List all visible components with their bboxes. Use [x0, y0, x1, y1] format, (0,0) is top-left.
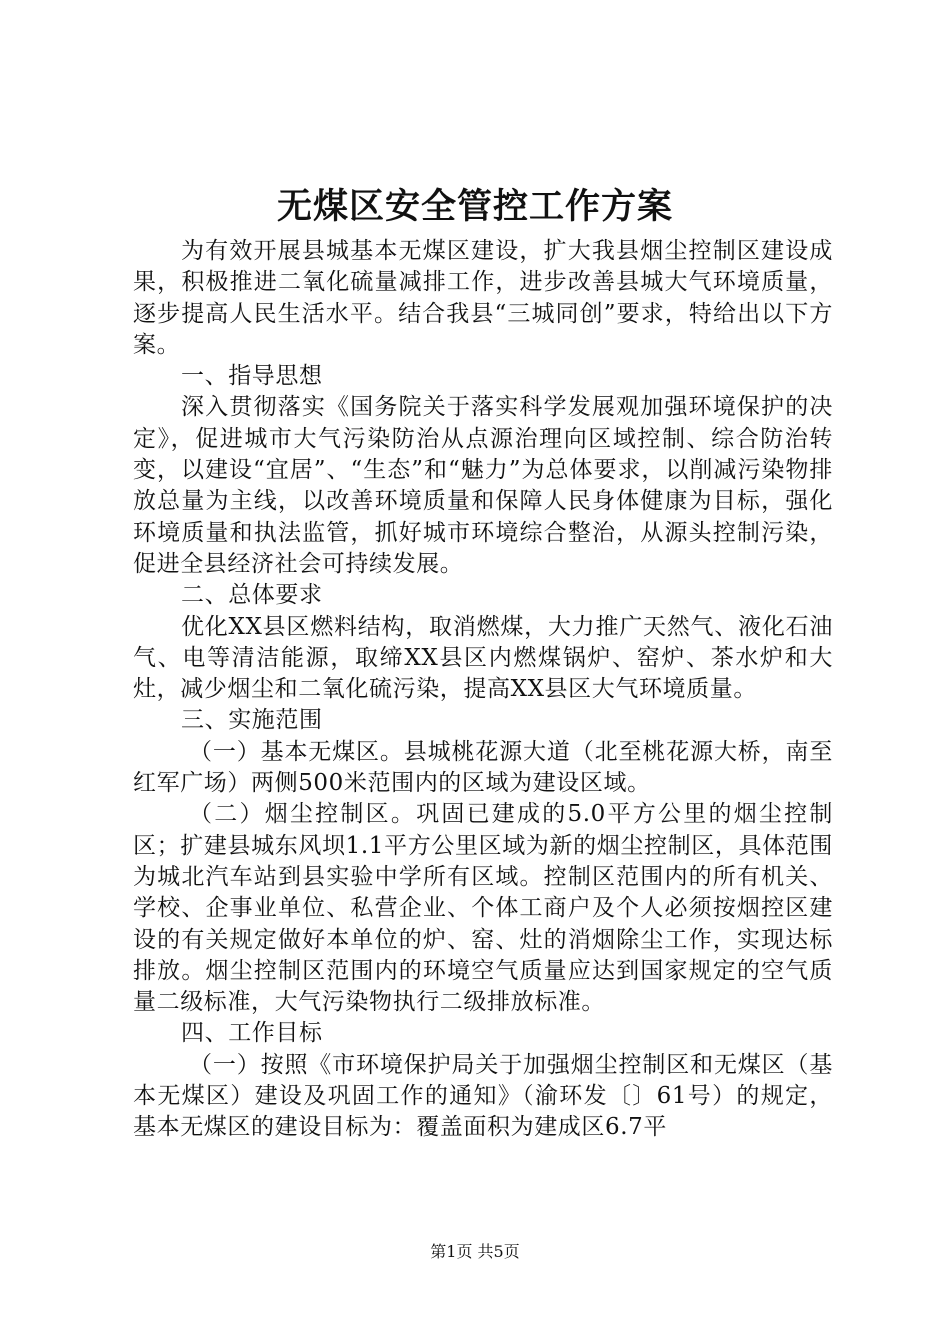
- document-body: [133, 236, 833, 1144]
- heading-guiding-ideology: 一、指导思想: [181, 363, 323, 390]
- document-title: 无煤区安全管控工作方案: [276, 186, 673, 227]
- page-footer: 第1页 共5页: [430, 1242, 520, 1261]
- heading-implementation-scope: 三、实施范围: [181, 707, 323, 734]
- paragraph-intro: 为有效开展县城基本无煤区建设，扩大我县烟尘控制区建设成果，积极推进二氧化硫量减排工作，进步改善县城大气环境质量，逐步提高人民生活水平。结合我县“三城同创”要求，特给出以下方案。: [133, 238, 833, 358]
- paragraph-work-goals: （一）按照《市环境保护局关于加强烟尘控制区和无煤区（基本无煤区）建设及巩固工作的通知》（渝环发〔〕61号）的规定，基本无煤区的建设目标为：覆盖面积为建成区6.7平: [133, 1051, 833, 1141]
- heading-work-goals: 四、工作目标: [181, 1020, 323, 1047]
- paragraph-coal-free-zone: （一）基本无煤区。县城桃花源大道（北至桃花源大桥，南至红军广场）两侧500米范围内的区域为建设区域。: [133, 738, 833, 797]
- paragraph-smoke-control-zone: （二）烟尘控制区。巩固已建成的5.0平方公里的烟尘控制区；扩建县城东风坝1.1平方公里区域为新的烟尘控制区，具体范围为城北汽车站到县实验中学所有区域。控制区范围内的所有机关、学校、企事业单位、私营企业、个体工商户及个人必须按烟控区建设的有关规定做好本单位的炉、窑、灶的消烟除尘工作，实现达标排放。烟尘控制区范围内的环境空气质量应达到国家规定的空气质量二级标准，大气污染物执行二级排放标准。: [133, 801, 833, 1016]
- paragraph-guiding-ideology: 深入贯彻落实《国务院关于落实科学发展观加强环境保护的决定》，促进城市大气污染防治从点源治理向区域控制、综合防治转变，以建设“宜居”、“生态”和“魅力”为总体要求，以削减污染物排放总量为主线，以改善环境质量和保障人民身体健康为目标，强化环境质量和执法监管，抓好城市环境综合整治，从源头控制污染，促进全县经济社会可持续发展。: [133, 394, 833, 577]
- heading-overall-requirements: 二、总体要求: [181, 582, 323, 609]
- paragraph-overall-requirements: 优化XX县区燃料结构，取消燃煤，大力推广天然气、液化石油气、电等清洁能源，取缔XX县区内燃煤锅炉、窑炉、茶水炉和大灶，减少烟尘和二氧化硫污染，提高XX县区大气环境质量。: [133, 613, 833, 703]
